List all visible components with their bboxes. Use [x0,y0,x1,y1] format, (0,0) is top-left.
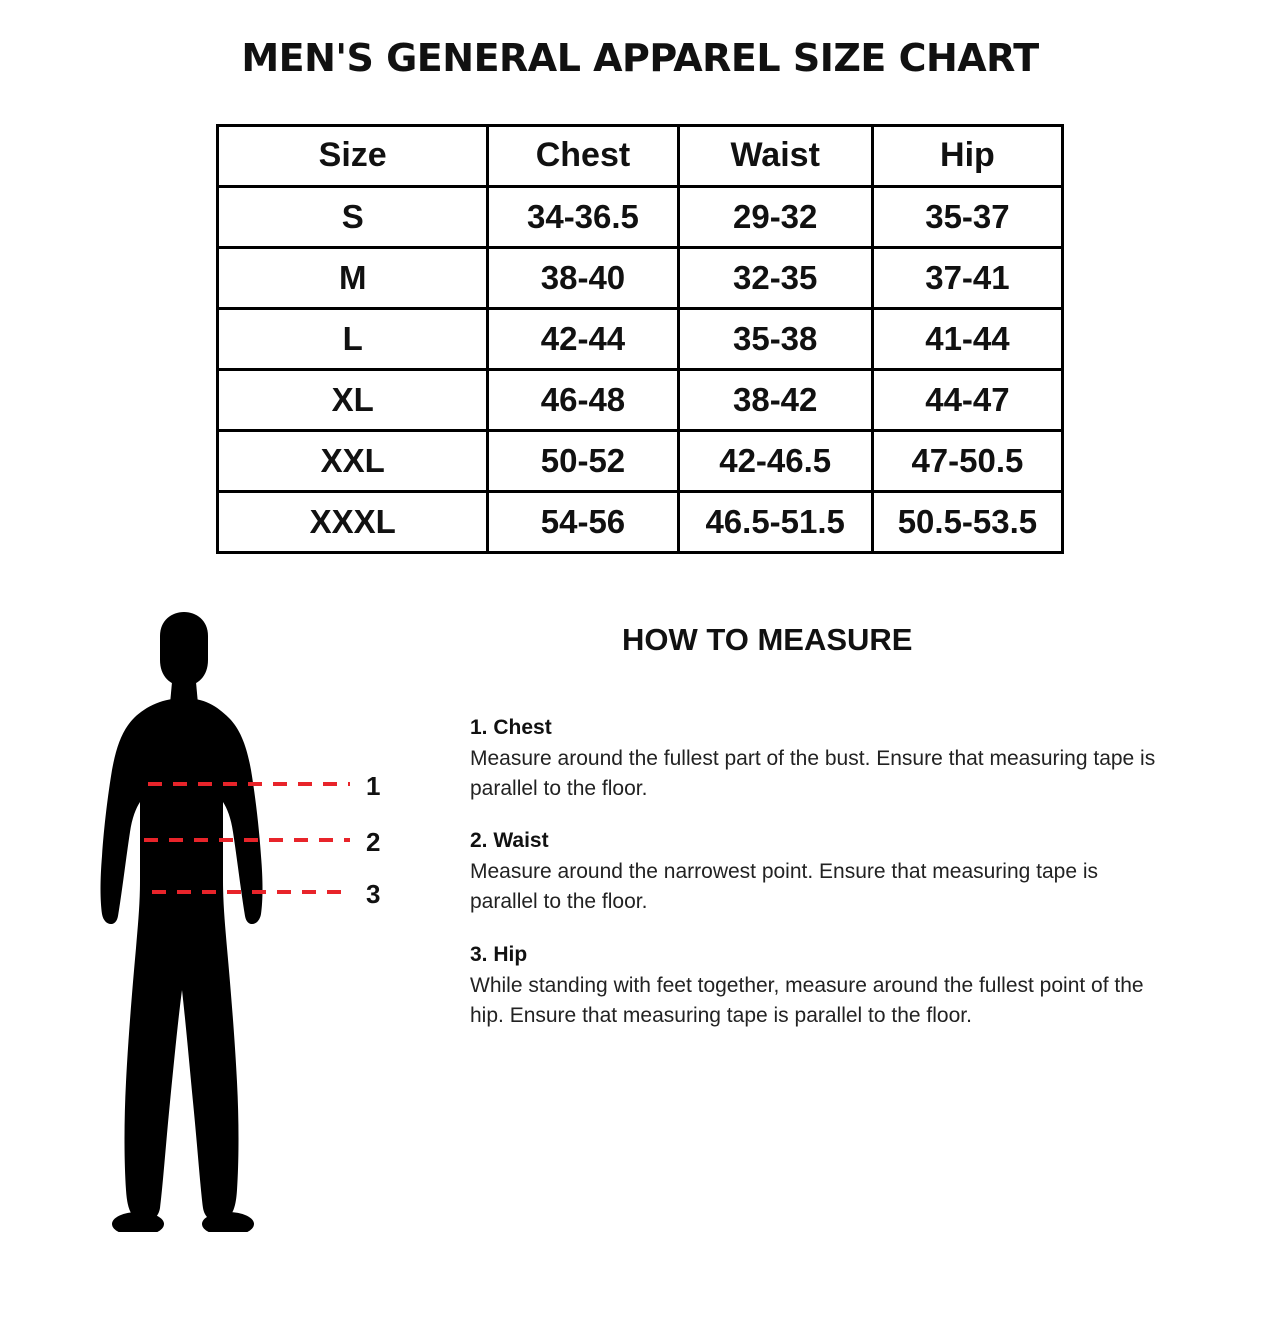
measure-instruction-chest [470,716,1210,804]
cell-size: M [218,247,488,308]
table-header-row [218,125,1063,186]
cell-hip: 47-50.5 [872,430,1062,491]
table-row [218,186,1063,247]
cell-chest: 42-44 [488,308,678,369]
cell-chest: 34-36.5 [488,186,678,247]
lower-section [0,612,1280,1232]
table-row [218,491,1063,552]
column-header-hip: Hip [872,125,1062,186]
cell-waist: 42-46.5 [678,430,872,491]
table-row [218,430,1063,491]
measure-instruction-chest-title: 1. Chest [470,715,552,739]
size-chart-table-wrapper [216,124,1064,554]
measure-instruction-chest-body: Measure around the fullest part of the bust. Ensure that measuring tape is parallel to the floor. [470,746,1156,800]
marker-label-2: 2 [366,826,381,857]
cell-hip: 44-47 [872,369,1062,430]
cell-waist: 46.5-51.5 [678,491,872,552]
cell-hip: 50.5-53.5 [872,491,1062,552]
cell-hip: 41-44 [872,308,1062,369]
marker-label-1: 1 [366,770,381,801]
cell-waist: 32-35 [678,247,872,308]
cell-size: XL [218,369,488,430]
measure-instruction-waist-title: 2. Waist [470,829,549,853]
how-to-measure-heading: HOW TO MEASURE [622,621,913,657]
cell-size: L [218,308,488,369]
how-to-measure-column [470,612,1280,1057]
cell-hip: 37-41 [872,247,1062,308]
silhouette-icon [101,612,263,1232]
measure-instruction-hip-body: While standing with feet together, measure around the fullest point of the hip. Ensure that measuring tape is parallel to the floor. [470,974,1144,1027]
measure-instruction-waist [470,829,1210,917]
measure-instruction-waist-body: Measure around the narrowest point. Ensure that measuring tape is parallel to the floor. [470,860,1099,914]
cell-size: S [218,186,488,247]
page-title: MEN'S GENERAL APPAREL SIZE CHART [241,36,1039,80]
column-header-waist: Waist [678,125,872,186]
cell-waist: 29-32 [678,186,872,247]
column-header-size: Size [218,125,488,186]
cell-chest: 54-56 [488,491,678,552]
body-silhouette-figure [60,612,460,1232]
cell-size: XXL [218,430,488,491]
cell-chest: 38-40 [488,247,678,308]
marker-label-3: 3 [366,878,381,909]
column-header-chest: Chest [488,125,678,186]
measure-instruction-hip [470,943,1210,1031]
cell-hip: 35-37 [872,186,1062,247]
cell-waist: 38-42 [678,369,872,430]
figure-column [0,612,470,1232]
cell-waist: 35-38 [678,308,872,369]
table-row [218,369,1063,430]
cell-chest: 50-52 [488,430,678,491]
table-row [218,308,1063,369]
cell-size: XXXL [218,491,488,552]
cell-chest: 46-48 [488,369,678,430]
table-row [218,247,1063,308]
measure-instruction-hip-title: 3. Hip [470,943,528,967]
size-chart-table [216,124,1064,554]
